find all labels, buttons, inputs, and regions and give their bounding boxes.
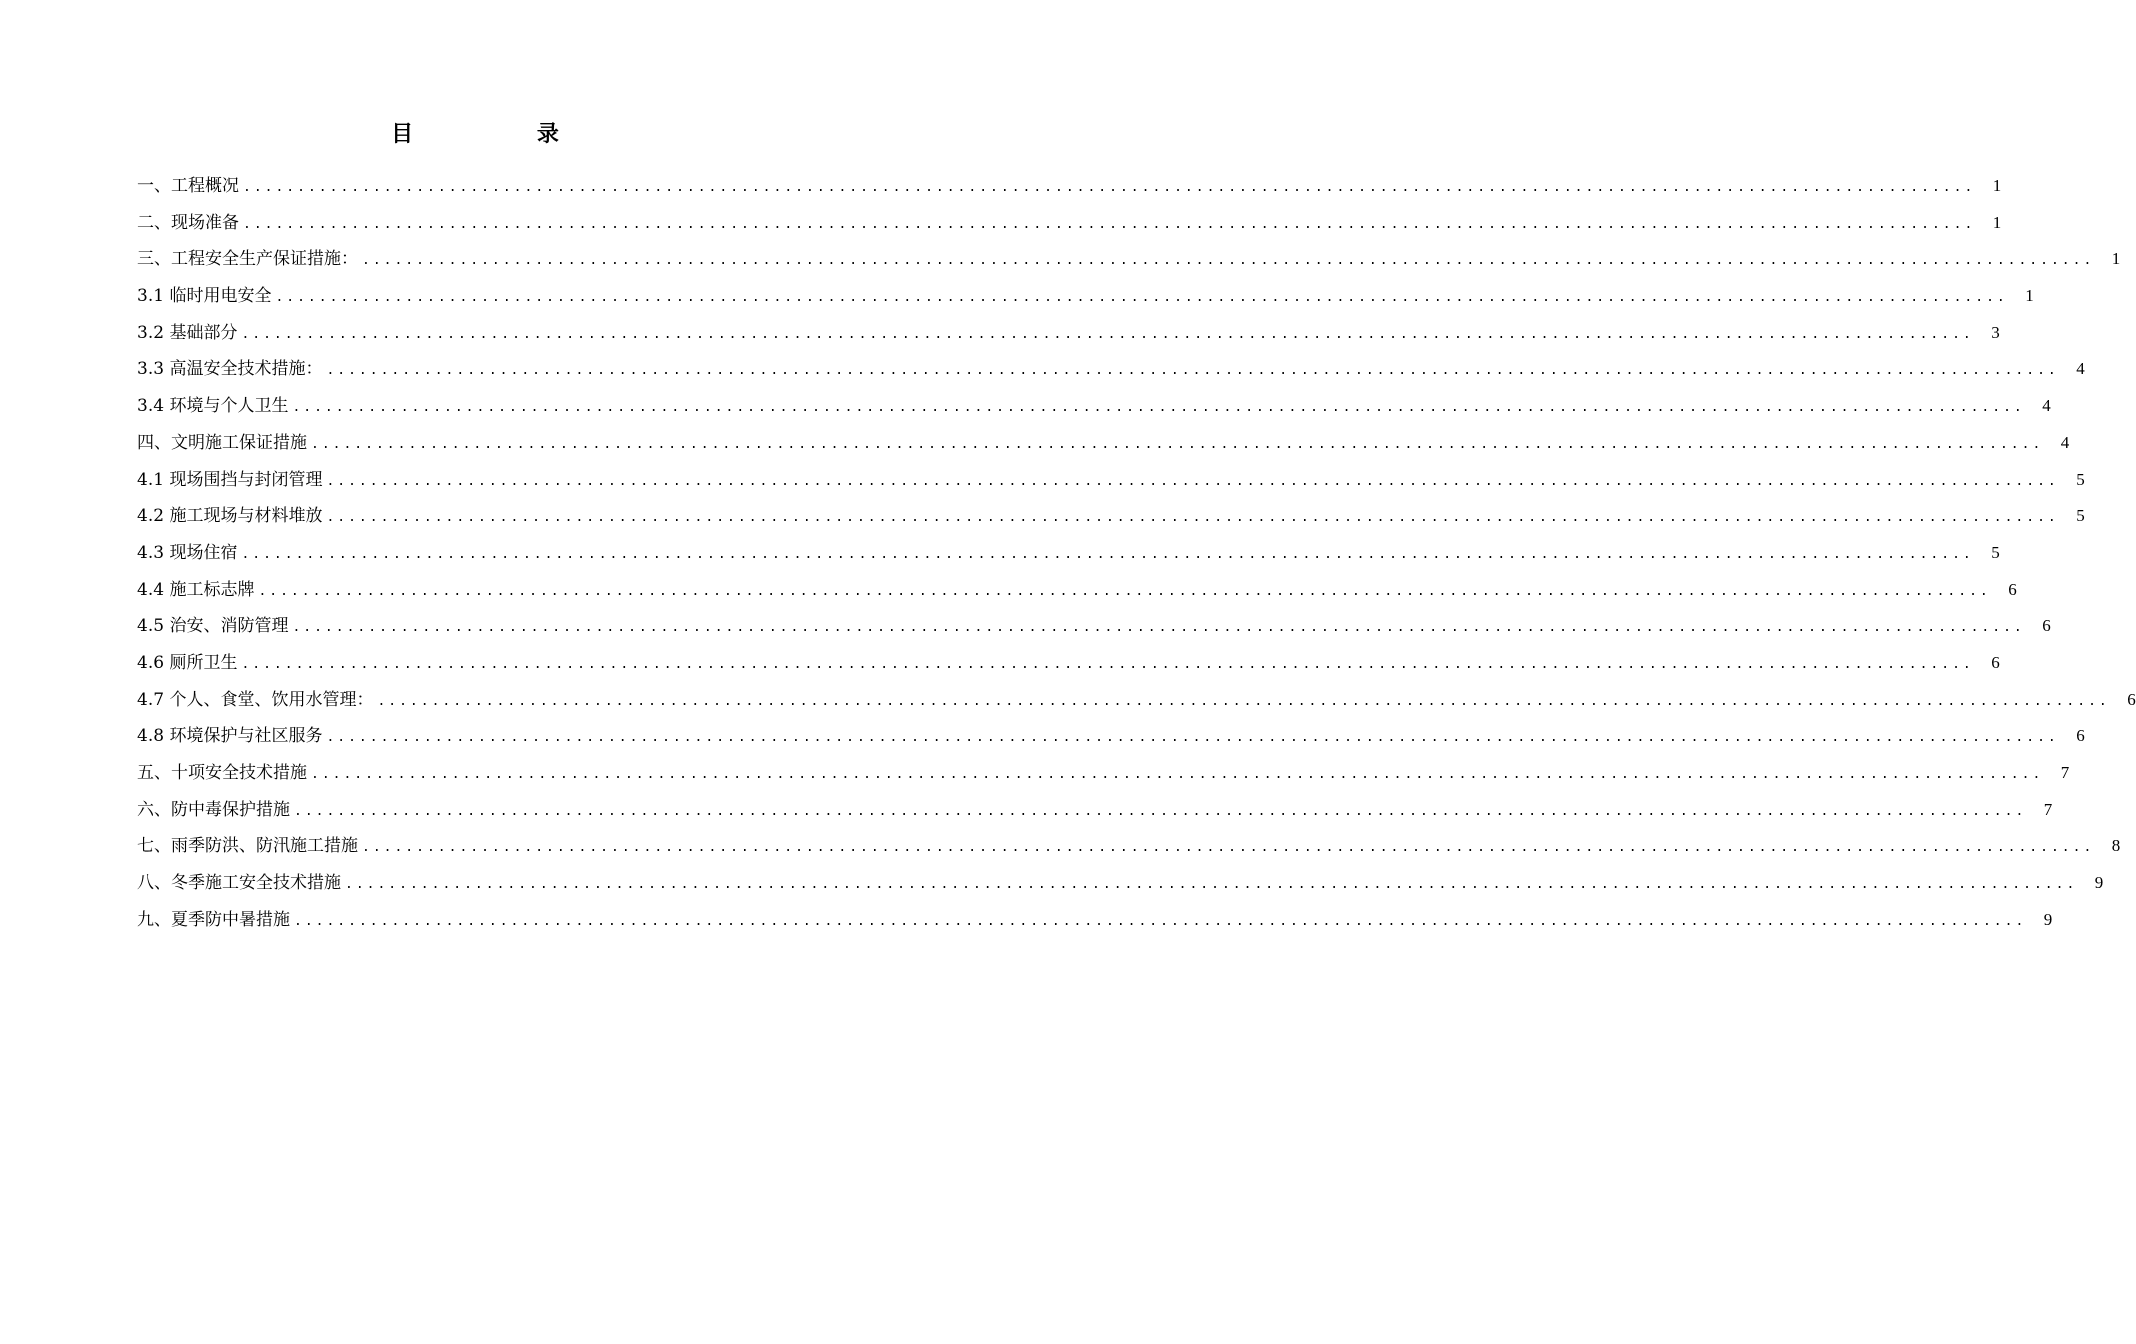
toc-entry-page: 6	[1991, 652, 2000, 672]
toc-entry-page: 5	[2076, 469, 2085, 489]
toc-entry-page: 1	[1992, 176, 2002, 195]
toc-entry-label: 3.1 临时用电安全	[137, 286, 272, 307]
toc-entry-label: 4.6 厕所卫生	[137, 652, 238, 673]
toc-entry-label: 九、夏季防中暑措施	[137, 909, 290, 930]
toc-entry-page: 7	[2043, 799, 2053, 819]
toc-entry[interactable]	[137, 645, 2000, 682]
toc-entry[interactable]	[137, 682, 2136, 719]
toc-list	[137, 168, 2136, 938]
dot-leader: ................................................................................................................................................................	[377, 693, 2110, 709]
dot-leader: ................................................................................................................................................................	[241, 326, 1974, 342]
toc-entry[interactable]	[137, 718, 2085, 755]
toc-entry-page: 9	[2043, 909, 2053, 929]
toc-entry-page: 7	[2060, 763, 2070, 782]
dot-leader: ................................................................................................................................................................	[311, 436, 2044, 452]
toc-entry[interactable]	[137, 388, 2051, 425]
dot-leader: ................................................................................................................................................................	[241, 546, 1974, 562]
dot-leader: ................................................................................................................................................................	[362, 253, 2095, 269]
dot-leader: ................................................................................................................................................................	[326, 730, 2059, 746]
toc-entry[interactable]	[137, 425, 2070, 462]
toc-entry-label: 4.2 施工现场与材料堆放	[137, 506, 323, 527]
toc-entry-page: 8	[2111, 836, 2121, 856]
toc-entry-label: 八、冬季施工安全技术措施	[137, 873, 341, 894]
toc-entry-label: 3.3 高温安全技术措施：	[137, 359, 323, 380]
toc-entry[interactable]	[137, 792, 2053, 829]
dot-leader: ................................................................................................................................................................	[243, 216, 1976, 232]
toc-entry-label: 4.5 治安、消防管理	[137, 616, 289, 637]
toc-entry[interactable]	[137, 572, 2017, 609]
toc-entry-page: 3	[1991, 322, 2000, 342]
toc-entry[interactable]	[137, 241, 2121, 278]
toc-entry-label: 4.8 环境保护与社区服务	[137, 726, 323, 747]
toc-entry-page: 4	[2060, 432, 2070, 452]
toc-entry-page: 9	[2094, 873, 2104, 893]
dot-leader: ................................................................................................................................................................	[243, 180, 1976, 195]
dot-leader: ................................................................................................................................................................	[292, 400, 2025, 416]
dot-leader: ................................................................................................................................................................	[294, 803, 2027, 819]
toc-entry[interactable]	[137, 608, 2051, 645]
dot-leader: ................................................................................................................................................................	[326, 363, 2059, 379]
toc-entry-label: 3.2 基础部分	[137, 322, 238, 343]
toc-entry-page: 5	[1991, 542, 2000, 562]
toc-entry[interactable]	[137, 902, 2053, 939]
toc-entry-label: 六、防中毒保护措施	[137, 799, 290, 820]
toc-entry-page: 1	[2111, 249, 2121, 269]
toc-entry-label: 3.4 环境与个人卫生	[137, 396, 289, 417]
toc-entry-label: 三、工程安全生产保证措施：	[137, 249, 358, 270]
toc-entry-page: 6	[2008, 579, 2017, 599]
dot-leader: ................................................................................................................................................................	[345, 877, 2078, 893]
dot-leader: ................................................................................................................................................................	[292, 620, 2025, 636]
toc-entry[interactable]	[137, 351, 2085, 388]
dot-leader: ................................................................................................................................................................	[258, 583, 1991, 599]
toc-entry-label: 二、现场准备	[137, 212, 239, 233]
dot-leader: ................................................................................................................................................................	[326, 510, 2059, 526]
toc-entry-label: 4.4 施工标志牌	[137, 579, 255, 600]
dot-leader: ................................................................................................................................................................	[294, 913, 2027, 929]
toc-entry-page: 1	[1992, 212, 2002, 232]
toc-entry[interactable]	[137, 828, 2121, 865]
toc-entry-page: 6	[2076, 726, 2085, 746]
toc-entry-label: 四、文明施工保证措施	[137, 432, 307, 453]
toc-entry[interactable]	[137, 462, 2085, 499]
toc-entry[interactable]	[137, 205, 2002, 242]
dot-leader: ................................................................................................................................................................	[241, 656, 1974, 672]
toc-entry-page: 6	[2042, 616, 2051, 636]
toc-entry-page: 5	[2076, 506, 2085, 526]
dot-leader: ................................................................................................................................................................	[362, 840, 2095, 856]
toc-entry[interactable]	[137, 865, 2104, 902]
toc-entry-page: 4	[2076, 359, 2085, 379]
toc-entry[interactable]	[137, 535, 2000, 572]
toc-entry-label: 一、工程概况	[137, 176, 239, 196]
toc-entry-label: 4.7 个人、食堂、饮用水管理：	[137, 689, 374, 710]
toc-entry-page: 1	[2025, 286, 2034, 306]
toc-entry[interactable]	[137, 498, 2085, 535]
dot-leader: ................................................................................................................................................................	[275, 290, 2008, 306]
toc-entry[interactable]	[137, 315, 2000, 352]
dot-leader: ................................................................................................................................................................	[326, 473, 2059, 489]
dot-leader: ................................................................................................................................................................	[311, 767, 2044, 782]
toc-title: 目 录	[391, 121, 617, 147]
toc-entry-label: 4.3 现场住宿	[137, 542, 238, 563]
toc-entry[interactable]	[137, 755, 2070, 792]
toc-entry-page: 6	[2127, 689, 2136, 709]
toc-entry-label: 五、十项安全技术措施	[137, 763, 307, 783]
toc-entry[interactable]	[137, 278, 2034, 315]
toc-entry[interactable]	[137, 168, 2002, 205]
toc-entry-label: 4.1 现场围挡与封闭管理	[137, 469, 323, 490]
toc-entry-label: 七、雨季防洪、防汛施工措施	[137, 836, 358, 857]
toc-entry-page: 4	[2042, 396, 2051, 416]
